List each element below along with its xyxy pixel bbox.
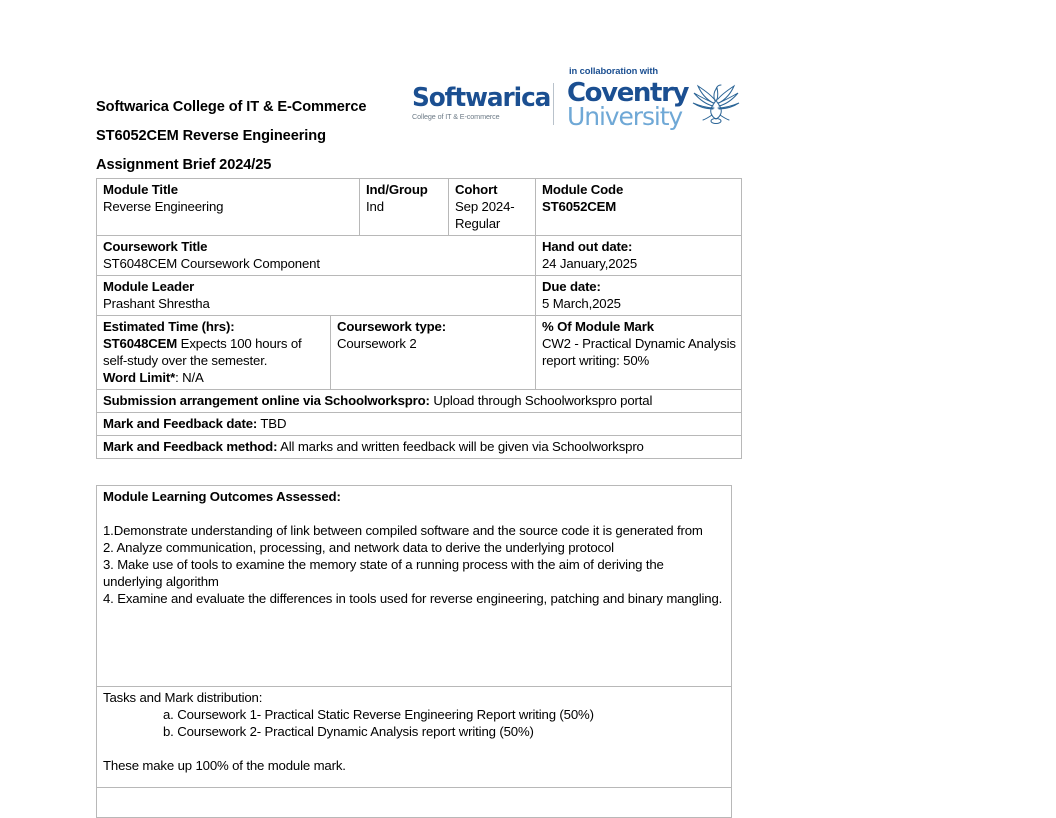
coursework-type-value: Coursework 2 (337, 336, 417, 351)
feedback-date-value: TBD (257, 416, 287, 431)
feedback-method-label: Mark and Feedback method: (103, 439, 278, 454)
ind-group-value: Ind (366, 199, 384, 214)
feedback-method-value: All marks and written feedback will be given via Schoolworkspro (277, 439, 644, 454)
ind-group-label: Ind/Group (366, 182, 428, 197)
table-row-estimated-time (97, 316, 742, 390)
module-leader-label: Module Leader (103, 279, 195, 294)
table-row-feedback-method (97, 436, 742, 459)
tasks-footer: These make up 100% of the module mark. (103, 758, 346, 773)
cell-empty (97, 788, 732, 818)
cell-tasks-mark-distribution (97, 687, 732, 788)
coursework-type-label: Coursework type: (337, 319, 446, 334)
due-date-label: Due date: (542, 279, 601, 294)
coventry-logo-line1: Coventry (567, 78, 689, 108)
spacer-line-tasks (103, 740, 726, 757)
document-header (96, 93, 416, 180)
cell-cohort (449, 179, 536, 236)
coventry-logo-line2: University (567, 102, 683, 131)
cell-feedback-method (97, 436, 742, 459)
cell-submission (97, 390, 742, 413)
tasks-heading: Tasks and Mark distribution: (103, 690, 263, 705)
cell-module-code (536, 179, 742, 236)
learning-outcomes-table (96, 485, 732, 818)
word-limit-label: Word Limit* (103, 370, 176, 385)
feedback-date-label: Mark and Feedback date: (103, 416, 258, 431)
due-date-value: 5 March,2025 (542, 296, 621, 311)
estimated-time-label: Estimated Time (hrs): (103, 319, 235, 334)
estimated-time-text (103, 336, 302, 368)
module-leader-value: Prashant Shrestha (103, 296, 210, 311)
logo-group (408, 63, 732, 139)
learning-outcomes-heading: Module Learning Outcomes Assessed: (103, 489, 341, 504)
cell-due-date (536, 276, 742, 316)
cell-module-title (97, 179, 360, 236)
module-info-table (96, 178, 742, 459)
module-mark-label: % Of Module Mark (542, 319, 654, 334)
submission-value: Upload through Schoolworkspro portal (429, 393, 653, 408)
coventry-university-logo (567, 78, 737, 131)
table-row-empty (97, 788, 732, 818)
table-row-coursework-title (97, 236, 742, 276)
softwarica-logo-tagline: College of IT & E-commerce (412, 112, 500, 121)
logo-divider (553, 83, 554, 125)
module-code-label: Module Code (542, 182, 624, 197)
module-mark-value: CW2 - Practical Dynamic Analysis report writing: 50% (542, 336, 736, 368)
module-title-label: Module Title (103, 182, 178, 197)
submission-label: Submission arrangement online via Schoolworkspro: (103, 393, 430, 408)
estimated-time-module-code: ST6048CEM (103, 336, 178, 351)
table-row-submission (97, 390, 742, 413)
coursework-title-value: ST6048CEM Coursework Component (103, 256, 320, 271)
table-row-learning-outcomes (97, 486, 732, 687)
collaboration-label: in collaboration with (569, 65, 659, 76)
word-limit-line (103, 369, 325, 386)
estimated-time-value: Expects 100 hours of self-study over the semester. (103, 336, 302, 368)
table-row-module-title (97, 179, 742, 236)
header-assignment-brief: Assignment Brief 2024/25 (96, 157, 272, 173)
cell-ind-group (360, 179, 449, 236)
cohort-label: Cohort (455, 182, 498, 197)
header-module-name: ST6052CEM Reverse Engineering (96, 128, 326, 144)
coursework-title-label: Coursework Title (103, 239, 208, 254)
learning-outcome-1: 1.Demonstrate understanding of link between compiled software and the source code it is generated from (103, 523, 703, 538)
softwarica-logo-name: Softwarica (412, 83, 551, 113)
cell-coursework-title (97, 236, 536, 276)
table-row-feedback-date (97, 413, 742, 436)
cell-feedback-date (97, 413, 742, 436)
header-college-name: Softwarica College of IT & E-Commerce (96, 99, 367, 115)
spacer-line (103, 505, 726, 522)
softwarica-logo (412, 83, 551, 121)
table-row-module-leader (97, 276, 742, 316)
module-code-value: ST6052CEM (542, 199, 617, 214)
word-limit-value: : N/A (175, 370, 204, 385)
cell-hand-out-date (536, 236, 742, 276)
learning-outcome-2: 2. Analyze communication, processing, and network data to derive the underlying protocol (103, 540, 614, 555)
learning-outcome-4: 4. Examine and evaluate the differences in tools used for reverse engineering, patching and binary mangling. (103, 591, 723, 606)
task-item-a: a. Coursework 1- Practical Static Reverse Engineering Report writing (50%) (163, 707, 594, 722)
cell-estimated-time (97, 316, 331, 390)
cell-module-mark (536, 316, 742, 390)
hand-out-date-label: Hand out date: (542, 239, 633, 254)
phoenix-bird-icon (692, 79, 740, 130)
cell-learning-outcomes (97, 486, 732, 687)
table-row-tasks (97, 687, 732, 788)
module-title-value: Reverse Engineering (103, 199, 224, 214)
hand-out-date-value: 24 January,2025 (542, 256, 638, 271)
cohort-value: Sep 2024-Regular (455, 199, 515, 231)
learning-outcome-3: 3. Make use of tools to examine the memory state of a running process with the aim of deriving the underlying algorithm (103, 557, 664, 589)
cell-module-leader (97, 276, 536, 316)
task-item-b: b. Coursework 2- Practical Dynamic Analysis report writing (50%) (163, 724, 534, 739)
cell-coursework-type (331, 316, 536, 390)
